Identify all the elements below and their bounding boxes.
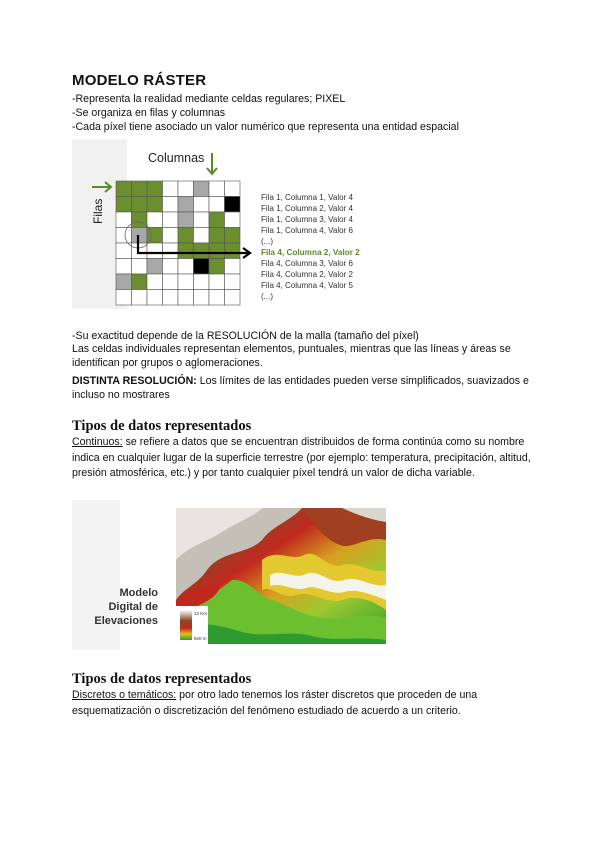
section-title-continuous: Tipos de datos representados: [72, 418, 252, 434]
grid-cell: [178, 228, 194, 244]
columns-label: Columnas: [148, 151, 205, 165]
grid-cell: [194, 274, 210, 290]
grid-cell: [132, 181, 148, 197]
bullet-3: -Cada píxel tiene asociado un valor numérico que representa una entidad espacial: [72, 121, 459, 133]
list-item: Fila 4, Columna 4, Valor 5: [261, 281, 353, 290]
list-item: Fila 4, Columna 3, Valor 6: [261, 259, 353, 268]
section-title-raster: MODELO RÁSTER: [72, 72, 207, 89]
grid-cell: [178, 243, 194, 259]
grid-cell: [147, 274, 163, 290]
grid-cell: [163, 274, 179, 290]
grid-cell: [225, 290, 241, 306]
dem-caption-line-1: Modelo: [119, 587, 158, 599]
grid-cell: [209, 197, 225, 213]
grid-cell: [209, 181, 225, 197]
dem-figure: [72, 500, 388, 650]
legend-top-label: 12 Km: [194, 611, 208, 616]
cells-paragraph: Las celdas individuales representan elementos, puntuales, mientras que las líneas y áreas se identifican por grupos o aglomeraciones.: [72, 343, 511, 369]
grid-cell: [163, 243, 179, 259]
continuous-term: Continuos:: [72, 436, 123, 448]
grid-cell: [116, 197, 132, 213]
dem-caption-line-2: Digital de: [108, 601, 158, 613]
grid-cell: [163, 197, 179, 213]
grid-cell: [225, 274, 241, 290]
grid-cell: [132, 197, 148, 213]
continuous-text: se refiere a datos que se encuentran distribuidos de forma continúa como su nombre indica en cualquier lugar de la superficie terrestre (por ejemplo: temperatura, precipitación, altitud, presión atmosférica, etc.) y por tanto cualquier píxel tendrá un valor de dicha variable.: [72, 436, 531, 479]
grid-cell: [147, 259, 163, 275]
grid-cell: [116, 181, 132, 197]
figure-shade: [72, 500, 120, 650]
grid-cell: [225, 212, 241, 228]
raster-grid-figure: [72, 139, 402, 309]
list-item-highlighted: Fila 4, Columna 2, Valor 2: [261, 248, 360, 257]
list-item: Fila 1, Columna 1, Valor 4: [261, 193, 353, 202]
section-title-discrete: Tipos de datos representados: [72, 671, 252, 687]
grid-cell: [147, 212, 163, 228]
grid-cell: [147, 243, 163, 259]
grid-cell: [209, 274, 225, 290]
grid-cell: [178, 274, 194, 290]
legend-bottom-label: 500 m: [194, 636, 207, 641]
grid-cell: [132, 259, 148, 275]
grid-cell: [147, 197, 163, 213]
legend-color-bar: [180, 610, 192, 640]
grid-cell: [163, 181, 179, 197]
list-item: (...): [261, 237, 273, 246]
grid-cell: [116, 228, 132, 244]
grid-cell: [209, 228, 225, 244]
grid-cell: [132, 228, 148, 244]
grid-cell: [194, 290, 210, 306]
discrete-text: por otro lado tenemos los ráster discretos que proceden de una esquematización o discretización del fenómeno estudiado de acuerdo a un criterio.: [72, 689, 478, 717]
distinct-label: DISTINTA RESOLUCIÓN:: [72, 375, 197, 387]
grid-cell: [178, 212, 194, 228]
resolution-line: -Su exactitud depende de la RESOLUCIÓN de la malla (tamaño del píxel): [72, 330, 419, 342]
grid-cell: [178, 181, 194, 197]
grid-cell: [132, 290, 148, 306]
grid-cell: [116, 274, 132, 290]
grid-cell: [116, 243, 132, 259]
grid-cell: [178, 290, 194, 306]
grid-cell: [225, 259, 241, 275]
continuous-paragraph: [72, 435, 532, 482]
grid-cell: [209, 290, 225, 306]
grid-cell: [163, 259, 179, 275]
grid-cell: [163, 212, 179, 228]
grid-cell: [147, 181, 163, 197]
discrete-paragraph: [72, 688, 532, 719]
grid-cell: [225, 243, 241, 259]
rows-label: Filas: [91, 198, 105, 224]
grid-cell: [132, 212, 148, 228]
grid-cell: [225, 181, 241, 197]
grid-cell: [116, 290, 132, 306]
raster-grid: [116, 181, 240, 305]
grid-cell: [194, 228, 210, 244]
grid-cell: [194, 181, 210, 197]
grid-cell: [178, 197, 194, 213]
list-item: Fila 4, Columna 2, Valor 2: [261, 270, 353, 279]
grid-cell: [163, 290, 179, 306]
grid-cell: [163, 228, 179, 244]
list-item: Fila 1, Columna 2, Valor 4: [261, 204, 353, 213]
columns-arrow-icon: [207, 153, 217, 174]
list-item: Fila 1, Columna 3, Valor 4: [261, 215, 353, 224]
grid-cell: [209, 259, 225, 275]
grid-cell: [225, 228, 241, 244]
bullet-2: -Se organiza en filas y columnas: [72, 107, 226, 119]
grid-cell: [225, 197, 241, 213]
distinct-text: Los límites de las entidades pueden verse simplificados, suavizados e incluso no mostrares: [72, 375, 529, 401]
list-item: (...): [261, 292, 273, 301]
grid-cell: [209, 243, 225, 259]
grid-cell: [147, 290, 163, 306]
grid-cell: [194, 197, 210, 213]
grid-cell: [194, 243, 210, 259]
grid-cell: [194, 212, 210, 228]
grid-cell: [178, 259, 194, 275]
distinct-paragraph: [72, 374, 532, 402]
grid-cell: [194, 259, 210, 275]
dem-caption-line-3: Elevaciones: [94, 615, 158, 627]
list-item: Fila 1, Columna 4, Valor 6: [261, 226, 353, 235]
cell-value-list: [261, 193, 360, 301]
grid-cell: [116, 259, 132, 275]
bullet-1: -Representa la realidad mediante celdas regulares; PIXEL: [72, 93, 346, 105]
discrete-term: Discretos o temáticos:: [72, 689, 177, 701]
grid-cell: [132, 243, 148, 259]
grid-cell: [209, 212, 225, 228]
grid-cell: [132, 274, 148, 290]
